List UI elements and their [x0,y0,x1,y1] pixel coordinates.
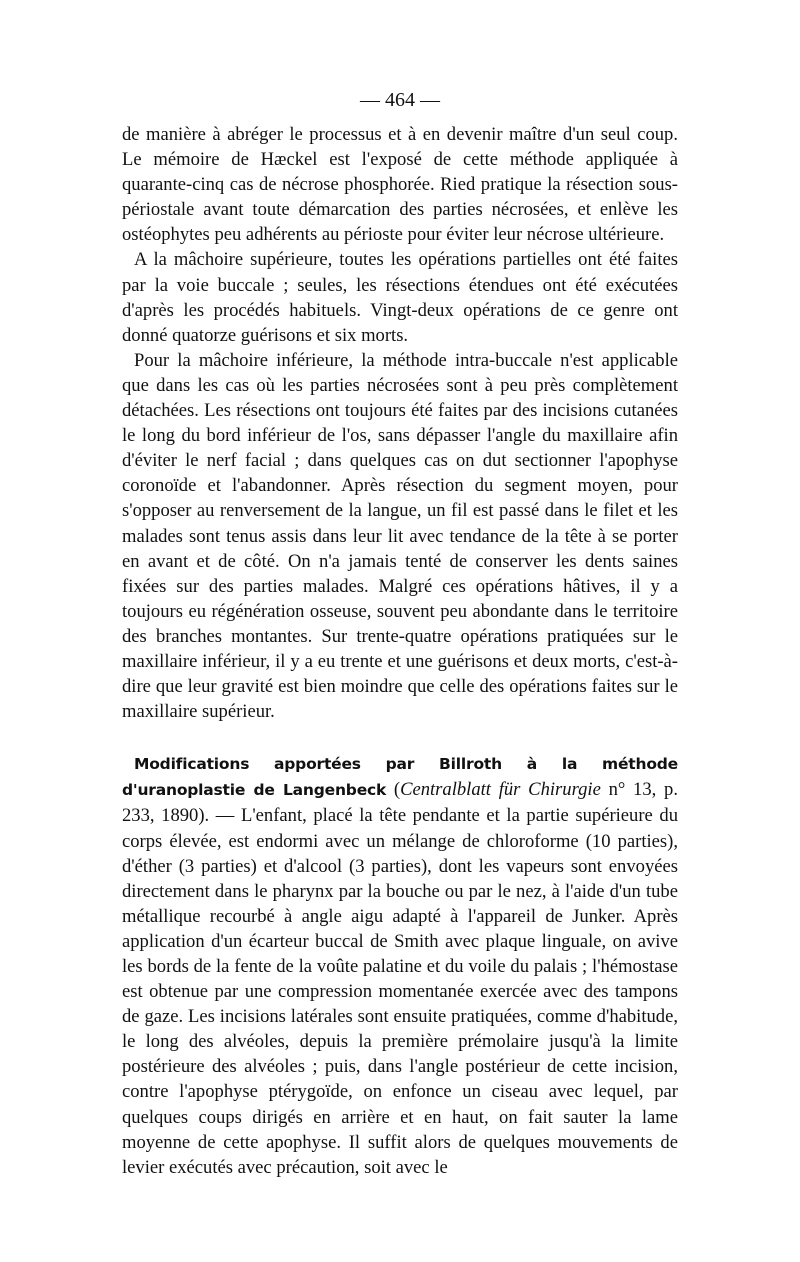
citation-journal: Centralblatt für Chirurgie [400,779,601,801]
citation-open: ( [386,779,401,801]
section-paragraph [122,751,678,1180]
citation-details: n° 13, p. 233, 1890). [122,779,678,827]
page-number: — 464 — [360,89,440,111]
paragraph-continued: de manière à abréger le processus et à en devenir maître d'un seul coup. Le mémoire de Hæckel est l'exposé de cette méthode appliquée à quarante-cinq cas de nécrose phosphorée. Ried pratique la résection sous-périostale avant toute démarcation des parties nécrosées, et enlève les ostéophytes peu adhérents au périoste pour éviter leur nécrose ultérieure. [122,124,678,246]
section-heading: Modifications apportées par Billroth à la méthode d'uranoplastie de Langenbeck [122,755,678,800]
paragraph-upper-jaw: A la mâchoire supérieure, toutes les opérations partielles ont été faites par la voie buccale ; seules, les résections étendues ont été exécutées d'après les procédés habituels. Vingt-deux opérations de ce genre ont donné quatorze guérisons et six morts. [122,249,678,346]
section-body: — L'enfant, placé la tête pendante et la partie supérieure du corps élevée, est endormi avec un mélange de chloroforme (10 parties), d'éther (3 parties) et d'alcool (3 parties), dont les vapeurs sont envoyées directement dans le pharynx par la bouche ou par le nez, à l'aide d'un tube métallique recourbé à angle aigu adapté à l'appareil de Junker. Après application d'un écarteur buccal de Smith avec plaque linguale, on avive les bords de la fente de la voûte palatine et du voile du palais ; l'hémostase est obtenue par une compression momentanée exercée avec des tampons de gaze. Les incisions latérales sont ensuite pratiquées, comme d'habitude, le long des alvéoles, depuis la première prémolaire jusqu'à la limite postérieure des alvéoles ; puis, dans l'angle postérieur de cette incision, contre l'apophyse ptérygoïde, on enfonce un ciseau avec lequel, par quelques coups dirigés en arrière et en haut, on fait sauter la lame moyenne de cette apophyse. Il suffit alors de quelques mouvements de levier exécutés avec précaution, soit avec le [122,805,678,1178]
paragraph-lower-jaw: Pour la mâchoire inférieure, la méthode intra-buccale n'est applicable que dans les cas où les parties nécrosées sont à peu près complètement détachées. Les résections ont toujours été faites par des incisions cutanées le long du bord inférieur de l'os, sans dépasser l'angle du maxillaire afin d'éviter le nerf facial ; dans quelques cas on dut sectionner l'apophyse coronoïde et l'abandonner. Après résection du segment moyen, pour s'opposer au renversement de la langue, un fil est passé dans le filet et les malades sont tenus assis dans leur lit avec tendance de la tête à se porter en avant et de côté. On n'a jamais tenté de conserver les dents saines fixées sur des parties malades. Malgré ces opérations hâtives, il y a toujours eu régénération osseuse, souvent peu abondante dans le territoire des branches montantes. Sur trente-quatre opérations pratiquées sur le maxillaire inférieur, il y a eu trente et une guérisons et deux morts, c'est-à-dire que leur gravité est bien moindre que celle des opérations faites sur le maxillaire supérieur. [122,349,678,723]
document-page [122,88,678,1180]
